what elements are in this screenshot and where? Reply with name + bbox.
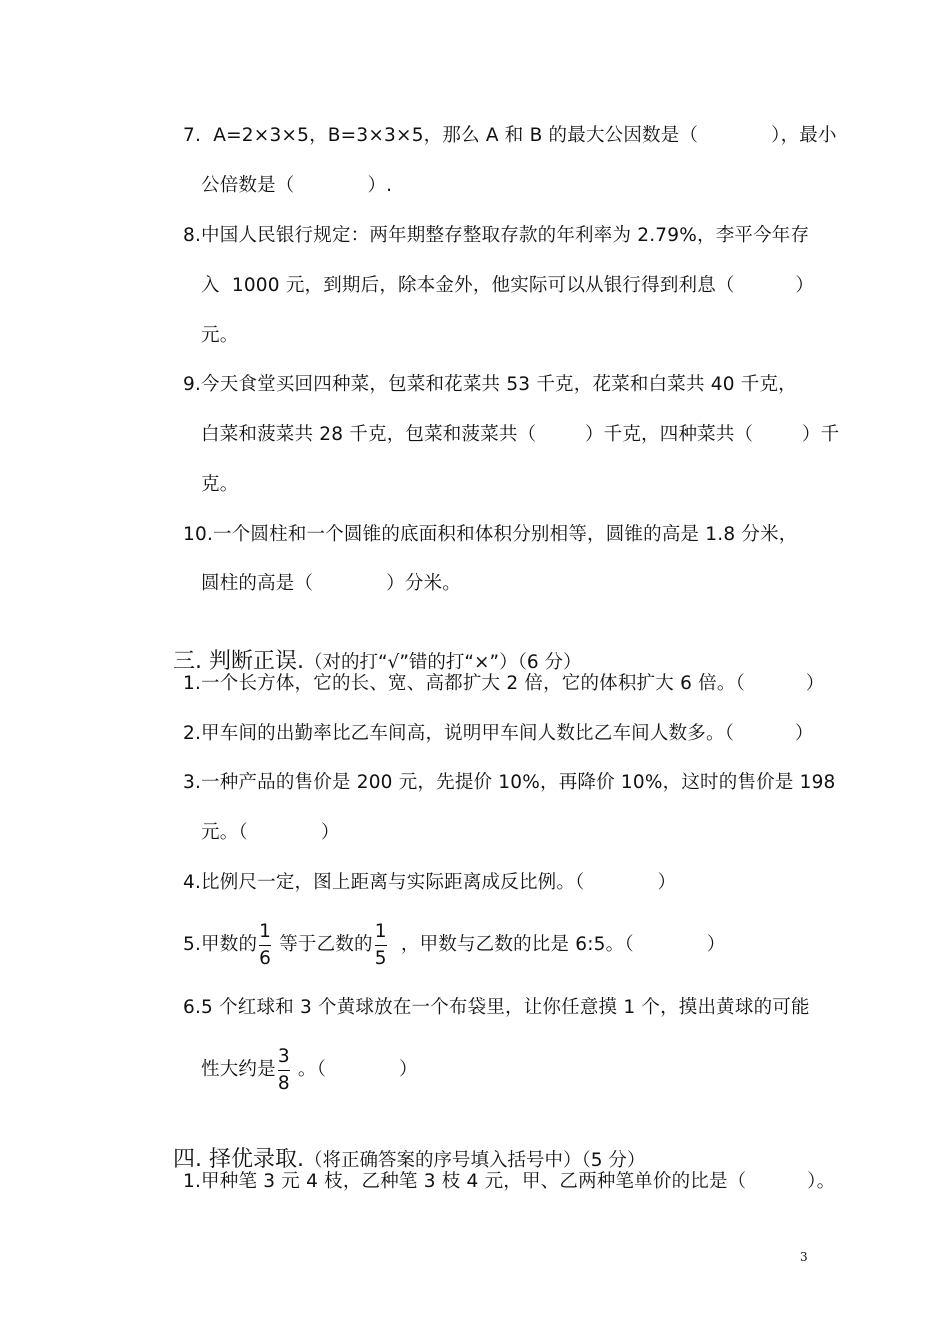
question-8-line-2: 入 1000 元，到期后，除本金外，他实际可以从银行得到利息（ ） (201, 275, 815, 296)
judge-item-4: 4.比例尺一定，图上距离与实际距离成反比例。（ ） (183, 872, 677, 893)
page-number: 3 (800, 1250, 808, 1264)
judge-item-2: 2.甲车间的出勤率比乙车间高，说明甲车间人数比乙车间人数多。（ ） (183, 723, 814, 744)
judge-item-3-line-1: 3.一种产品的售价是 200 元，先提价 10%，再降价 10%，这时的售价是 198 (183, 772, 836, 793)
question-7-line-2: 公倍数是（ ）. (201, 175, 393, 196)
question-9-line-1: 9.今天食堂买回四种菜，包菜和花菜共 53 千克，花菜和白菜共 40 千克， (183, 374, 797, 395)
choice-item-1: 1.甲种笔 3 元 4 枝，乙种笔 3 枝 4 元，甲、乙两种笔单价的比是（ ）。 (183, 1171, 836, 1192)
question-8-line-1: 8.中国人民银行规定：两年期整存整取存款的年利率为 2.79%，李平今年存 (183, 225, 810, 246)
judge-item-5-mid: 等于乙数的 (273, 934, 373, 955)
judge-item-5 (183, 917, 725, 973)
judge-item-6-prefix: 性大约是 (201, 1059, 276, 1080)
judge-item-6-line-2 (201, 1042, 418, 1098)
judge-item-6-line-1: 6.5 个红球和 3 个黄球放在一个布袋里，让你任意摸 1 个，摸出黄球的可能 (183, 997, 810, 1018)
judge-item-5-suffix: ，甲数与乙数的比是 6:5。（ ） (388, 934, 726, 955)
question-10-line-1: 10.一个圆柱和一个圆锥的底面积和体积分别相等，圆锥的高是 1.8 分米， (183, 524, 798, 545)
question-8-line-3: 元。 (201, 325, 239, 346)
section-3-note: （对的打“√”错的打“×”）（6 分） (303, 652, 582, 673)
fraction-bar (278, 1070, 290, 1071)
fraction-denominator: 8 (277, 1072, 290, 1094)
fraction-denominator: 6 (259, 947, 272, 969)
fraction-three-eighths (278, 1045, 290, 1096)
question-7-line-1: 7. A=2×3×5，B=3×3×5，那么 A 和 B 的最大公因数是（ ），最小 (183, 125, 837, 146)
fraction-numerator: 1 (259, 920, 272, 942)
question-10-line-2: 圆柱的高是（ ）分米。 (201, 573, 461, 594)
fraction-one-fifth (375, 920, 387, 971)
fraction-bar (375, 945, 387, 946)
fraction-numerator: 1 (374, 920, 387, 942)
judge-item-5-prefix: 5.甲数的 (183, 934, 258, 955)
judge-item-3-line-2: 元。（ ） (201, 822, 340, 843)
section-4-title: 四. 择优录取. (172, 1147, 304, 1172)
question-9-line-3: 克。 (201, 474, 239, 495)
fraction-bar (259, 945, 271, 946)
judge-item-6-suffix: 。（ ） (291, 1059, 418, 1080)
judge-item-1: 1.一个长方体，它的长、宽、高都扩大 2 倍，它的体积扩大 6 倍。（ ） (183, 673, 825, 694)
fraction-one-sixth (259, 920, 271, 971)
section-4-note: （将正确答案的序号填入括号中）（5 分） (303, 1150, 646, 1171)
question-9-line-2: 白菜和菠菜共 28 千克，包菜和菠菜共（ ）千克，四种菜共（ ）千 (201, 424, 840, 445)
fraction-numerator: 3 (277, 1045, 290, 1067)
section-3-title: 三. 判断正误. (172, 649, 304, 674)
fraction-denominator: 5 (374, 947, 387, 969)
